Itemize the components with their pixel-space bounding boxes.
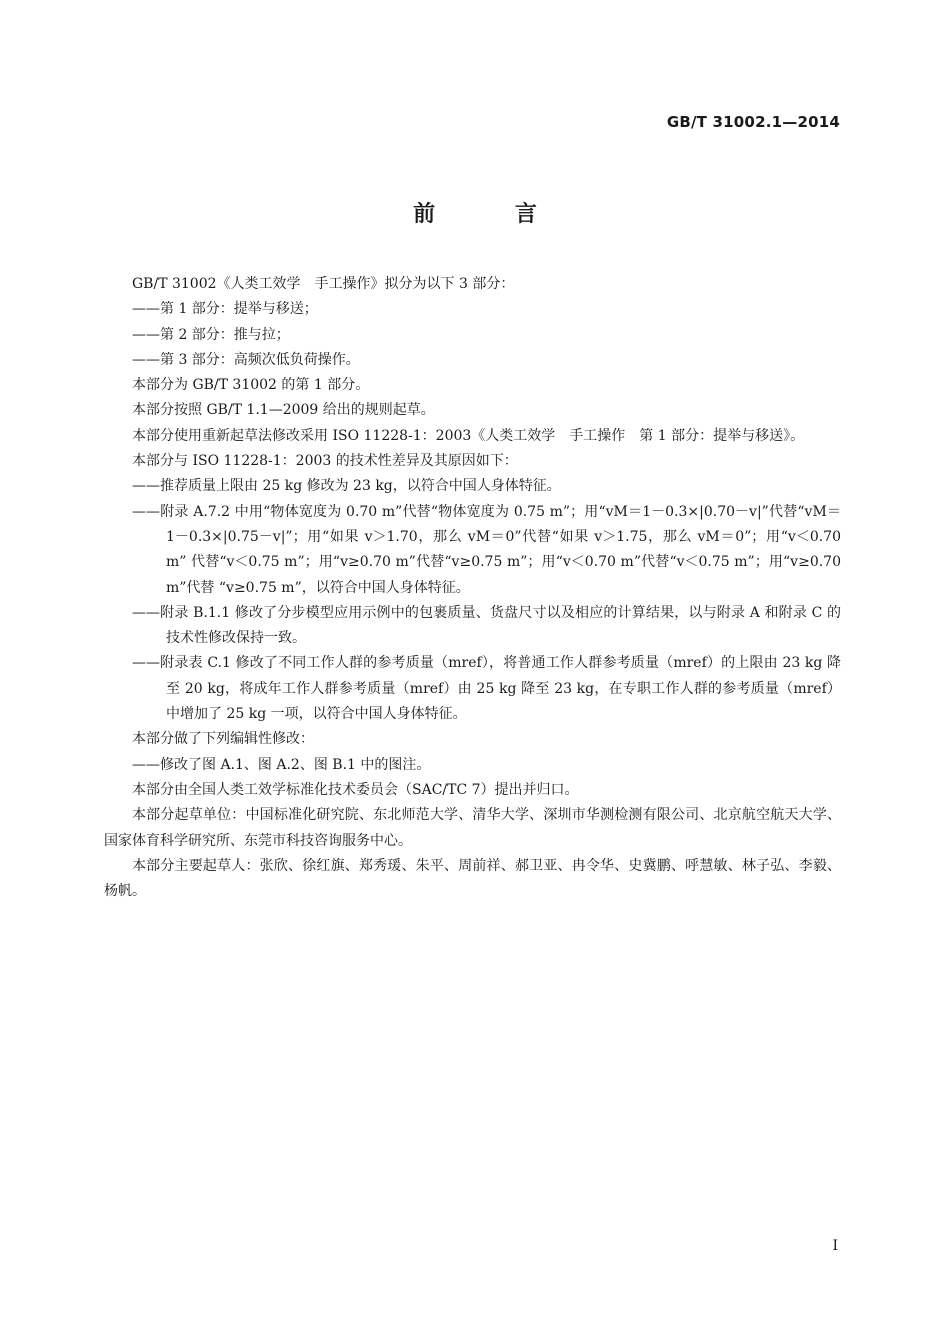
paragraph: 本部分起草单位：中国标准化研究院、东北师范大学、清华大学、深圳市华测检测有限公司、北京航空航天大学、国家体育科学研究所、东莞市科技咨询服务中心。 [104,807,841,849]
paragraph: 本部分由全国人类工效学标准化技术委员会（SAC/TC 7）提出并归口。 [132,781,579,798]
standard-number: GB/T 31002.1—2014 [666,113,840,131]
paragraph: 本部分与 ISO 11228-1：2003 的技术性差异及其原因如下： [132,453,518,470]
list-item: ——第 1 部分：提举与移送； [132,301,318,318]
paragraph: 本部分做了下列编辑性修改： [132,731,314,748]
paragraph: 本部分为 GB/T 31002 的第 1 部分。 [132,377,370,394]
list-item: ——附录 A.7.2 中用“物体宽度为 0.70 m”代替“物体宽度为 0.75 m”；用“vM＝1－0.3×|0.70－v|”代替“vM＝1－0.3×|0.75－v|”；用“如果 v＞1.70，那么 vM＝0”代替“如果 v＞1.75，那么 vM＝0”；用“v＜0.70 m” 代替“v＜0.75 m”；用“v≥0.70 m”代替“v≥0.75 m”；用“v＜0.70 m”代替“v＜0.75 m”；用“v≥0.70 m”代替 “v≥0.75 m”，以符合中国人身体特征。 [132,503,841,596]
list-item: ——附录表 C.1 修改了不同工作人群的参考质量（mref），将普通工作人群参考质量（mref）的上限由 23 kg 降至 20 kg，将成年工作人群参考质量（mref）由 25 kg 降至 23 kg，在专职工作人群的参考质量（mref）中增加了 25 kg 一项，以符合中国人身体特征。 [132,655,841,723]
list-item: ——附录 B.1.1 修改了分步模型应用示例中的包裹质量、货盘尺寸以及相应的计算结果，以与附录 A 和附录 C 的技术性修改保持一致。 [132,604,841,647]
paragraph: 本部分使用重新起草法修改采用 ISO 11228-1：2003《人类工效学 手工操作 第 1 部分：提举与移送》。 [132,427,805,444]
list-item: ——修改了图 A.1、图 A.2、图 B.1 中的图注。 [132,756,431,773]
paragraph: 本部分按照 GB/T 1.1—2009 给出的规则起草。 [132,402,435,419]
list-item: ——第 3 部分：高频次低负荷操作。 [132,351,360,368]
list-item: ——第 2 部分：推与拉； [132,326,290,343]
foreword-body [104,272,841,904]
list-item: ——推荐质量上限由 25 kg 修改为 23 kg，以符合中国人身体特征。 [132,478,561,495]
page-number: I [832,1238,838,1254]
paragraph: 本部分主要起草人：张欣、徐红旗、郑秀瑗、朱平、周前祥、郝卫亚、冉令华、史冀鹏、呼慧敏、林子弘、李毅、杨帆。 [104,857,841,900]
paragraph: GB/T 31002《人类工效学 手工操作》拟分为以下 3 部分： [132,276,515,292]
page-title: 前 言 [413,202,573,227]
